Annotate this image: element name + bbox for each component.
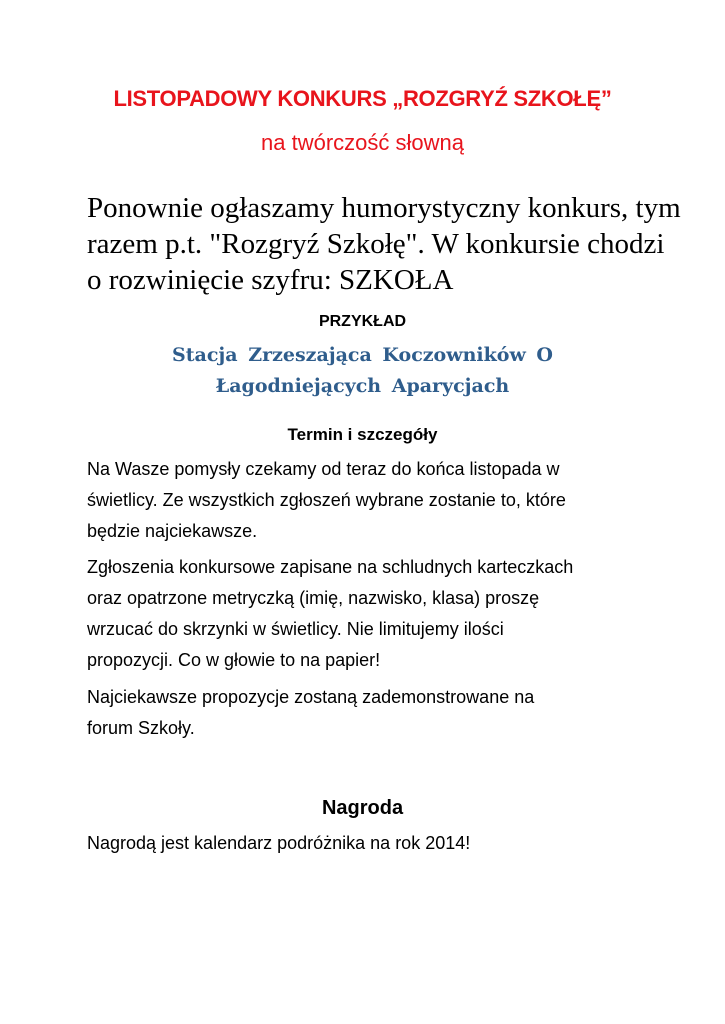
paragraph-line: forum Szkoły. bbox=[87, 718, 195, 738]
example-line: Stacja Zrzeszająca Koczowników O bbox=[172, 344, 553, 366]
paragraph-line: Zgłoszenia konkursowe zapisane na schludnych karteczkach bbox=[87, 557, 574, 577]
intro-line: o rozwinięcie szyfru: SZKOŁA bbox=[87, 264, 454, 296]
page-subtitle: na twórczość słowną bbox=[261, 130, 464, 155]
intro-line: razem p.t. "Rozgryź Szkołę". W konkursie chodzi bbox=[87, 228, 665, 260]
page-title: LISTOPADOWY KONKURS „ROZGRYŹ SZKOŁĘ” bbox=[113, 86, 612, 111]
example-label: PRZYKŁAD bbox=[318, 313, 407, 330]
paragraph-line: oraz opatrzone metryczką (imię, nazwisko, klasa) proszę bbox=[87, 588, 540, 608]
terms-paragraph-deadline bbox=[87, 454, 687, 547]
example-line: Łagodniejących Aparycjach bbox=[215, 375, 510, 397]
paragraph-line: Najciekawsze propozycje zostaną zademonstrowane na bbox=[87, 687, 535, 707]
intro-line: Ponownie ogłaszamy humorystyczny konkurs, tym bbox=[87, 192, 681, 224]
terms-paragraph-submission bbox=[87, 552, 687, 676]
example-expansion bbox=[0, 340, 725, 402]
paragraph-line: będzie najciekawsze. bbox=[87, 521, 258, 541]
terms-paragraph-presentation bbox=[87, 682, 687, 744]
prize-heading: Nagroda bbox=[321, 797, 404, 819]
paragraph-line: Na Wasze pomysły czekamy od teraz do końca listopada w bbox=[87, 459, 560, 479]
prize-paragraph bbox=[87, 828, 687, 859]
terms-heading: Termin i szczegóły bbox=[287, 425, 438, 444]
intro-paragraph bbox=[87, 190, 687, 298]
paragraph-line: wrzucać do skrzynki w świetlicy. Nie limitujemy ilości bbox=[87, 619, 504, 639]
paragraph-line: świetlicy. Ze wszystkich zgłoszeń wybrane zostanie to, które bbox=[87, 490, 566, 510]
paragraph-line: Nagrodą jest kalendarz podróżnika na rok 2014! bbox=[87, 833, 471, 853]
paragraph-line: propozycji. Co w głowie to na papier! bbox=[87, 650, 381, 670]
